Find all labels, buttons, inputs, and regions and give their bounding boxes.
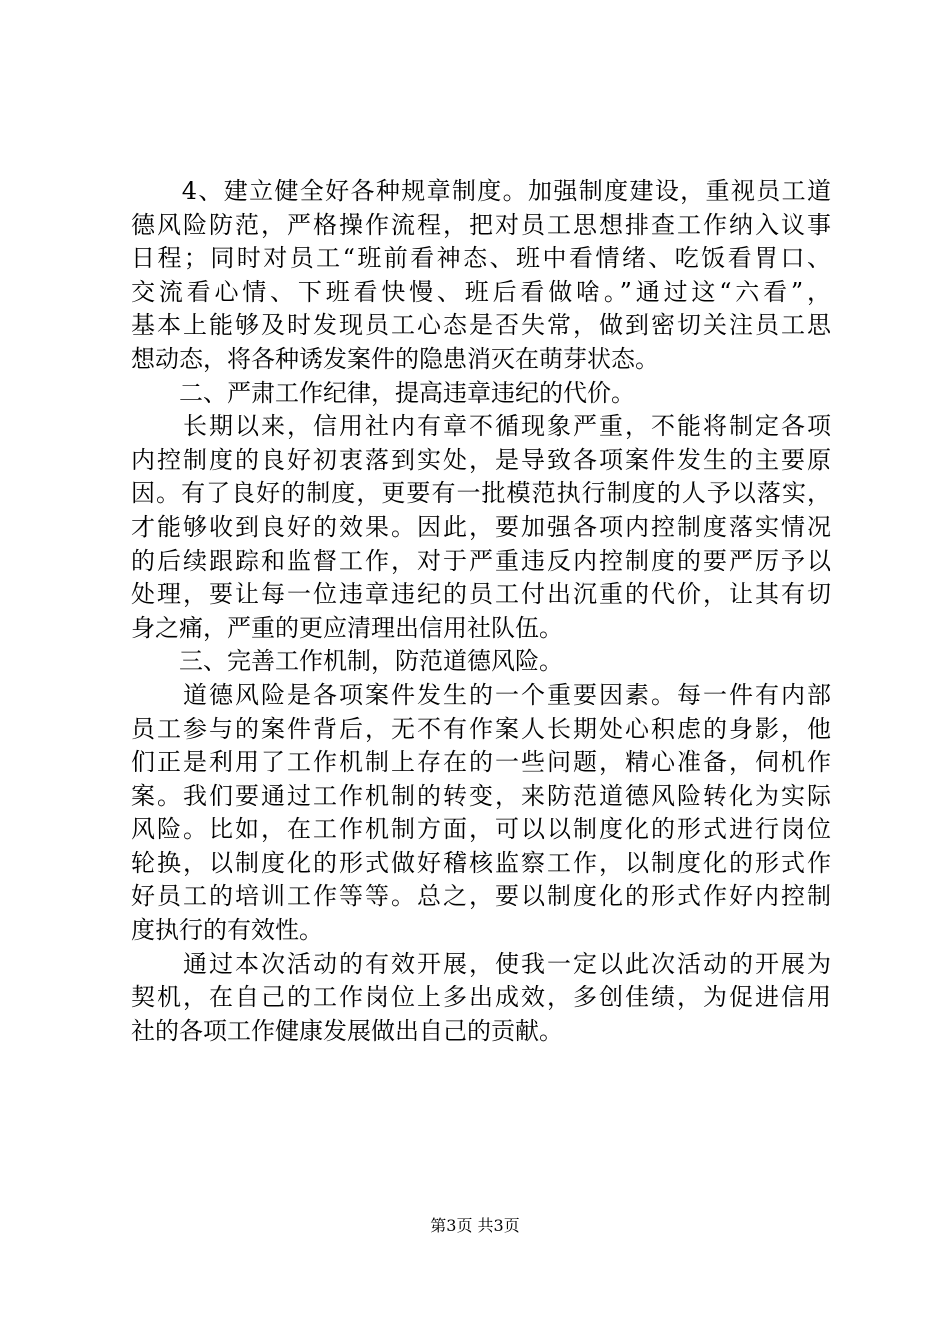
text-line: 案。我们要通过工作机制的转变，来防范道德风险转化为实际 [131,781,831,810]
text-line: 基本上能够及时发现员工心态是否失常，做到密切关注员工思 [131,311,831,340]
text-line: 道德风险是各项案件发生的一个重要因素。每一件有内部 [131,680,831,709]
text-line: 日程；同时对员工“班前看神态、班中看情绪、吃饭看胃口、 [131,244,831,273]
text-line: 处理，要让每一位违章违纪的员工付出沉重的代价，让其有切 [131,580,831,609]
text-line: 4、建立健全好各种规章制度。加强制度建设，重视员工道 [131,177,831,205]
text-line: 社的各项工作健康发展做出自己的贡献。 [131,1016,563,1045]
text-line: 交流看心情、下班看快慢、班后看做啥。”通过这“六看”， [131,277,831,306]
document-body [131,175,831,1048]
text-line: 才能够收到良好的效果。因此，要加强各项内控制度落实情况 [131,512,831,541]
text-line: 度执行的有效性。 [131,916,323,945]
text-line: 三、完善工作机制，防范道德风险。 [131,647,563,676]
text-line: 轮换，以制度化的形式做好稽核监察工作，以制度化的形式作 [131,848,831,877]
text-line: 因。有了良好的制度，更要有一批模范执行制度的人予以落实， [131,479,831,508]
text-line: 风险。比如，在工作机制方面，可以以制度化的形式进行岗位 [131,815,831,844]
text-line: 的后续跟踪和监督工作，对于严重违反内控制度的要严厉予以 [131,546,831,575]
text-line: 二、严肃工作纪律，提高违章违纪的代价。 [131,378,635,407]
text-line: 契机，在自己的工作岗位上多出成效，多创佳绩，为促进信用 [131,983,831,1012]
page-footer: 第3页 共3页 [430,1216,520,1235]
text-line: 内控制度的良好初衷落到实处，是导致各项案件发生的主要原 [131,445,831,474]
text-line: 身之痛，严重的更应清理出信用社队伍。 [131,613,563,642]
text-line: 好员工的培训工作等等。总之，要以制度化的形式作好内控制 [131,882,831,911]
text-line: 长期以来，信用社内有章不循现象严重，不能将制定各项 [131,412,831,441]
text-line: 们正是利用了工作机制上存在的一些问题，精心准备，伺机作 [131,748,831,777]
text-line: 德风险防范，严格操作流程，把对员工思想排查工作纳入议事 [131,210,831,239]
text-line: 通过本次活动的有效开展，使我一定以此次活动的开展为 [131,949,831,978]
text-line: 想动态，将各种诱发案件的隐患消灭在萌芽状态。 [131,344,659,373]
text-line: 员工参与的案件背后，无不有作案人长期处心积虑的身影，他 [131,714,831,743]
